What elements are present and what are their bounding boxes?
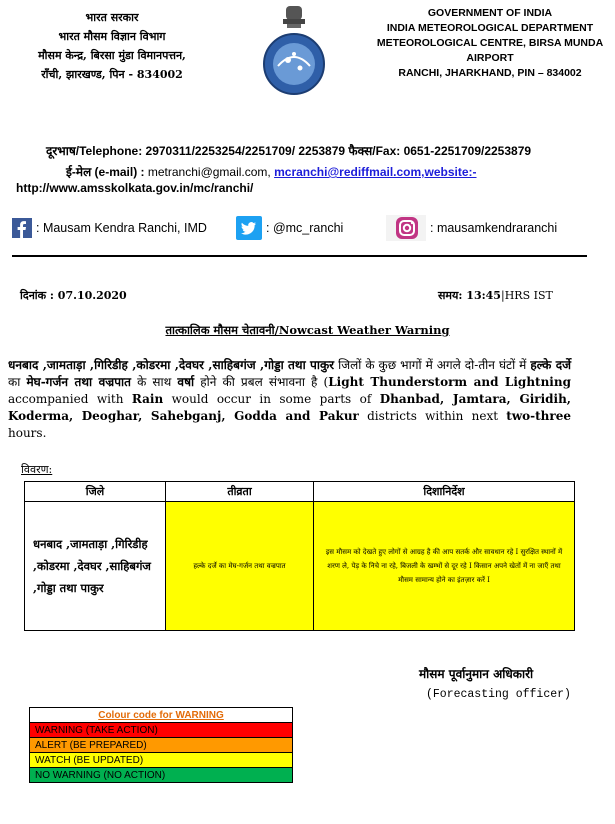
time-value: समय: 13:45 <box>438 289 501 302</box>
header-english-line: RANCHI, JHARKHAND, PIN – 834002 <box>398 67 582 79</box>
officer-english: (Forecasting officer) <box>426 688 571 701</box>
header-english-line: INDIA METEOROLOGICAL DEPARTMENT <box>386 22 594 34</box>
email-line <box>66 163 477 180</box>
para-text: के साथ <box>130 375 178 389</box>
para-en-text: accompanied with <box>8 392 132 406</box>
email-value[interactable]: metranchi@gmail.com, <box>147 165 275 179</box>
twitter-icon <box>236 216 262 240</box>
telephone-fax: दूरभाष/Telephone: 2970311/2253254/2251709/ 2253879 फैक्स/Fax: 0651-2251709/2253879 <box>46 144 532 158</box>
officer-hindi: मौसम पूर्वानुमान अधिकारी <box>419 667 534 681</box>
para-en-rain: Rain <box>131 392 164 406</box>
divider <box>12 255 587 257</box>
cell-intensity: हल्के दर्जे का मेघ-गर्जन तथा वज्रपात <box>166 502 314 631</box>
cell-districts: धनबाद ,जामताड़ा ,गिरिडीह ,कोडरमा ,देवघर ,साहिबगंज ,गोड्डा तथा पाकुर <box>25 502 166 631</box>
para-text: जिलों के कुछ भागों में अगले दो-तीन घंटों में <box>334 358 531 372</box>
facebook-handle: : Mausam Kendra Ranchi, IMD <box>36 221 207 235</box>
emblem-icon <box>250 4 338 96</box>
social-twitter[interactable] <box>236 215 343 241</box>
para-text: का <box>8 375 27 389</box>
twitter-handle: : @mc_ranchi <box>266 221 344 235</box>
para-phenomenon: मेघ-गर्जन तथा वज्रपात <box>26 375 131 389</box>
header-hindi-line: राँची, झारखण्ड, पिन - 834002 <box>41 68 183 81</box>
header-hindi-line: भारत मौसम विज्ञान विभाग <box>58 30 166 43</box>
header-hindi-line: भारत सरकार <box>85 11 139 24</box>
legend-no-warning: NO WARNING (NO ACTION) <box>30 768 293 783</box>
page-title: तात्कालिक मौसम चेतावनी/Nowcast Weather Warning <box>165 323 450 337</box>
time-unit: HRS IST <box>504 289 553 302</box>
para-en-duration: two-three <box>506 409 571 423</box>
para-rain: वर्षा <box>177 375 195 389</box>
para-en-text: hours. <box>8 426 47 440</box>
facebook-icon <box>12 218 32 238</box>
para-en-text: districts within next <box>358 409 507 423</box>
header-english <box>375 6 605 81</box>
table-row <box>25 502 575 631</box>
bulletin-date: दिनांक : 07.10.2020 <box>20 289 127 302</box>
para-en-phenomenon: Light Thunderstorm and Lightning <box>328 375 571 389</box>
para-en-text: would occur in some parts of <box>163 392 380 406</box>
warning-paragraph <box>8 357 571 442</box>
colour-legend <box>29 707 293 783</box>
header-english-line: METEOROLOGICAL CENTRE, BIRSA MUNDA AIRPORT <box>376 37 604 64</box>
table-header-row <box>25 482 575 502</box>
email-label: ई-मेल (e-mail) : <box>66 165 148 179</box>
header-guidance: दिशानिर्देश <box>314 482 575 502</box>
email-link[interactable]: mcranchi@rediffmail.com,website:- <box>274 165 477 179</box>
instagram-handle: : mausamkendraranchi <box>430 221 558 235</box>
para-en-districts: Dhanbad, Jamtara, Giridih, Koderma, Deoghar, Sahebganj, Godda and Pakur <box>8 392 571 423</box>
details-table <box>24 481 575 631</box>
header-hindi-line: मौसम केन्द्र, बिरसा मुंडा विमानपत्तन, <box>38 49 186 62</box>
social-facebook[interactable] <box>12 215 207 241</box>
social-instagram[interactable] <box>386 215 557 241</box>
header-intensity: तीव्रता <box>166 482 314 502</box>
legend-warning: WARNING (TAKE ACTION) <box>30 723 293 738</box>
para-text: होने की प्रबल संभावना है ( <box>194 375 329 389</box>
legend-watch: WATCH (BE UPDATED) <box>30 753 293 768</box>
instagram-icon <box>386 215 426 241</box>
para-districts: धनबाद ,जामताड़ा ,गिरिडीह ,कोडरमा ,देवघर ,साहिबगंज ,गोड्डा तथा पाकुर <box>8 358 335 372</box>
legend-title: Colour code for WARNING <box>30 708 293 723</box>
cell-guidance: इस मौसम को देखते हुए लोगों से आग्रह है की आप सतर्क और सावधान रहे I सुरक्षित स्थानों में शरण ले, पेड़ के निचे ना रहे, बिजली के खम्भों से दूर रहे I किसान अपने खेतों में ना जाएँ तथा मौसम सामान्य होने का इंतज़ार करें I <box>314 502 575 631</box>
para-intensity: हल्के दर्जे <box>530 358 571 372</box>
details-label: विवरण: <box>21 463 53 476</box>
header-hindi <box>12 8 212 84</box>
header-english-line: GOVERNMENT OF INDIA <box>427 7 553 19</box>
bulletin-time: समय: 13:45|HRS IST <box>438 289 553 302</box>
legend-alert: ALERT (BE PREPARED) <box>30 738 293 753</box>
header-districts: जिले <box>25 482 166 502</box>
website-link[interactable]: http://www.amsskolkata.gov.in/mc/ranchi/ <box>16 181 254 195</box>
